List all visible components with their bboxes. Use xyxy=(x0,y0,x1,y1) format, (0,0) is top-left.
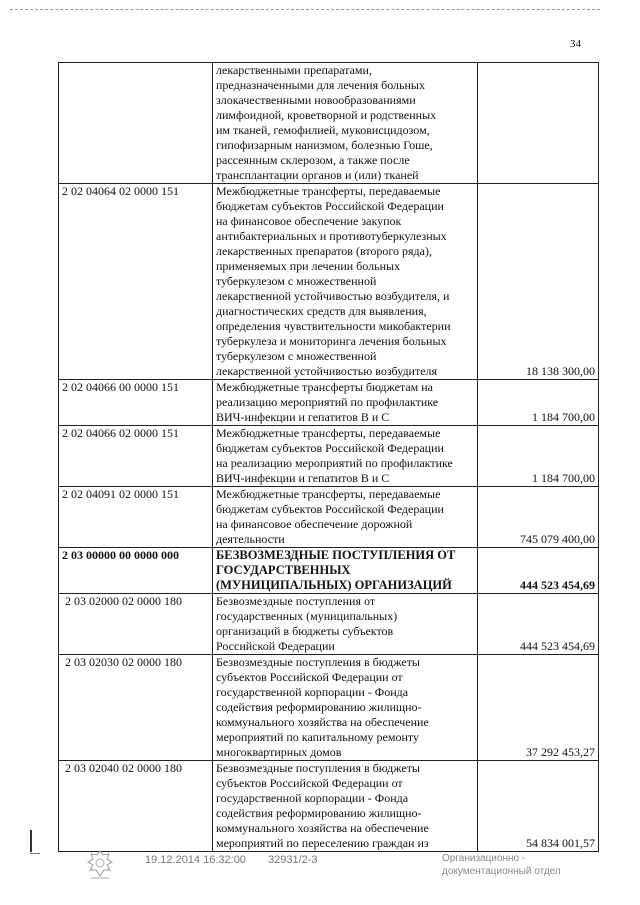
row-code: 2 03 00000 00 0000 000 xyxy=(59,548,213,594)
footer-doc-id: 32931/2-3 xyxy=(268,854,318,866)
row-code: 2 03 02040 02 0000 180 xyxy=(59,761,213,852)
row-amount xyxy=(478,63,599,184)
row-amount: 444 523 454,69 xyxy=(478,548,599,594)
revenue-table xyxy=(58,62,599,852)
row-code: 2 02 04066 00 0000 151 xyxy=(59,380,213,426)
table-row xyxy=(59,761,599,852)
row-amount: 1 184 700,00 xyxy=(478,380,599,426)
row-description: Безвозмездные поступления от государственных (муниципальных) организаций в бюджеты субъектов Российской Федерации xyxy=(213,594,478,655)
row-description: Межбюджетные трансферты, передаваемые бюджетам субъектов Российской Федерации на финансовое обеспечение дорожной деятельности xyxy=(213,487,478,548)
table-row xyxy=(59,548,599,594)
table-row xyxy=(59,594,599,655)
footer-stamp-line2: документационный отдел xyxy=(442,866,561,877)
row-amount: 54 834 001,57 xyxy=(478,761,599,852)
footer-timestamp: 19.12.2014 16:32:00 xyxy=(145,854,246,866)
margin-mark xyxy=(30,830,38,852)
margin-tick xyxy=(30,853,40,855)
row-amount: 18 138 300,00 xyxy=(478,184,599,380)
row-description: Межбюджетные трансферты, передаваемые бюджетам субъектов Российской Федерации на реализацию мероприятий по профилактике ВИЧ-инфекции и гепатитов В и С xyxy=(213,426,478,487)
row-code xyxy=(59,63,213,184)
row-code: 2 02 04064 02 0000 151 xyxy=(59,184,213,380)
row-amount: 745 079 400,00 xyxy=(478,487,599,548)
footer-stamp-line1: Организационно - xyxy=(442,853,526,864)
row-amount: 37 292 453,27 xyxy=(478,655,599,761)
table-row xyxy=(59,426,599,487)
row-description: лекарственными препаратами, предназначенными для лечения больных злокачественными новообразованиями лимфоидной, кроветворной и родственных им тканей, гемофилией, муковисцидозом, гипофизарным нанизмом, болезнью Гоше, рассеянным склерозом, а также после трансплантации органов и (или) тканей xyxy=(213,63,478,184)
row-description: Межбюджетные трансферты, передаваемые бюджетам субъектов Российской Федерации на финансовое обеспечение закупок антибактериальных и противотуберкулезных лекарственных препаратов (второго ряда), применяемых при лечении больных туберкулезом с множественной лекарственной устойчивостью возбудителя, и диагностических средств для выявления, определения чувствительности микобактерии туберкулеза и мониторинга лечения больных туберкулезом с множественной лекарственной устойчивостью возбудителя xyxy=(213,184,478,380)
table-row xyxy=(59,184,599,380)
row-code: 2 02 04091 02 0000 151 xyxy=(59,487,213,548)
table-row xyxy=(59,487,599,548)
top-divider xyxy=(10,9,600,10)
row-description: Безвозмездные поступления в бюджеты субъектов Российской Федерации от государственной корпорации - Фонда содействия реформированию жилищно- коммунального хозяйства на обеспечение мероприятий по переселению граждан из xyxy=(213,761,478,852)
table-row xyxy=(59,655,599,761)
page-number: 34 xyxy=(570,38,581,50)
row-description: БЕЗВОЗМЕЗДНЫЕ ПОСТУПЛЕНИЯ ОТ ГОСУДАРСТВЕННЫХ (МУНИЦИПАЛЬНЫХ) ОРГАНИЗАЦИЙ xyxy=(213,548,478,594)
table-row xyxy=(59,63,599,184)
row-amount: 1 184 700,00 xyxy=(478,426,599,487)
row-code: 2 03 02030 02 0000 180 xyxy=(59,655,213,761)
coat-of-arms-icon xyxy=(83,848,117,882)
footer-stamp xyxy=(442,852,561,878)
table-row xyxy=(59,380,599,426)
row-amount: 444 523 454,69 xyxy=(478,594,599,655)
row-code: 2 03 02000 02 0000 180 xyxy=(59,594,213,655)
row-description: Межбюджетные трансферты бюджетам на реализацию мероприятий по профилактике ВИЧ-инфекции и гепатитов В и С xyxy=(213,380,478,426)
row-description: Безвозмездные поступления в бюджеты субъектов Российской Федерации от государственной корпорации - Фонда содействия реформированию жилищно- коммунального хозяйства на обеспечение мероприятий по капитальному ремонту многоквартирных домов xyxy=(213,655,478,761)
row-code: 2 02 04066 02 0000 151 xyxy=(59,426,213,487)
